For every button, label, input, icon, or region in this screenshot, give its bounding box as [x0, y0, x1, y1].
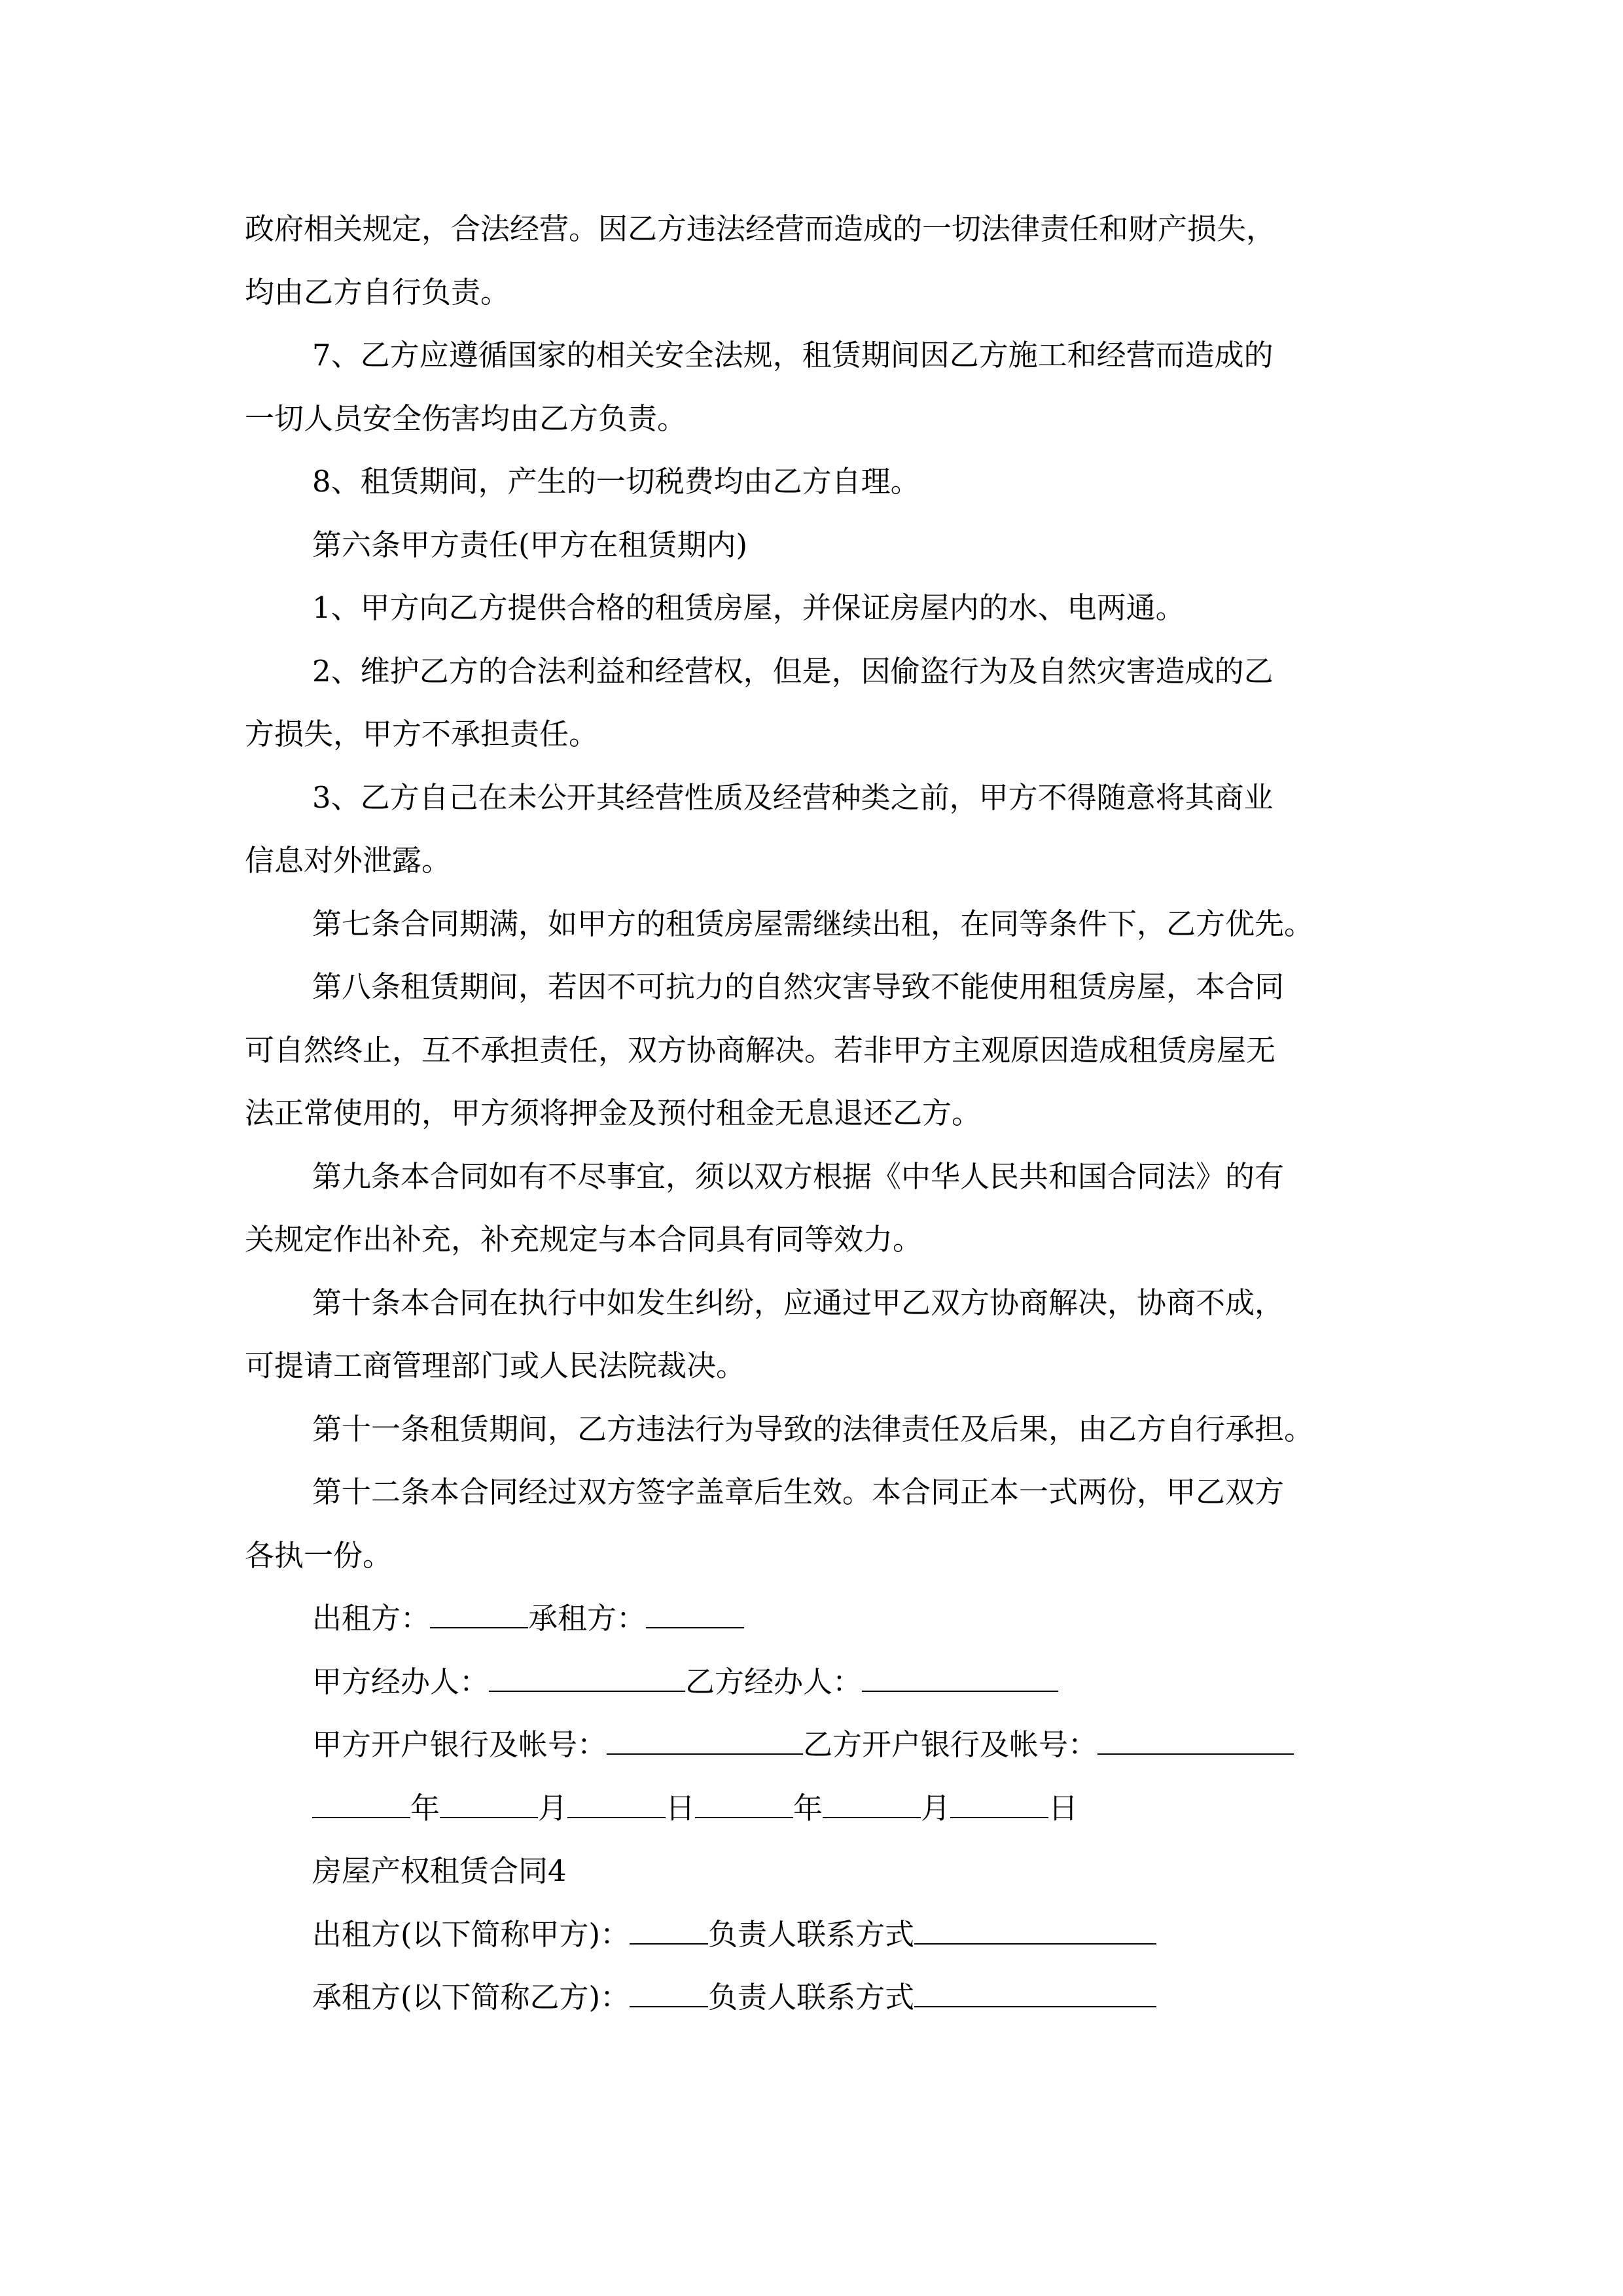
month-label-2: 月 — [921, 1791, 951, 1825]
party-b-label: 承租方(以下简称乙方)： — [312, 1980, 630, 2015]
month-label: 月 — [538, 1791, 568, 1825]
year-label-2: 年 — [793, 1791, 823, 1825]
paragraph-line: 法正常使用的，甲方须将押金及预付租金无息退还乙方。 — [245, 1096, 982, 1130]
signature-row-dates — [312, 1789, 1078, 1828]
signature-row-banks — [312, 1725, 1294, 1765]
party-a-agent-label: 甲方经办人： — [312, 1664, 490, 1699]
paragraph-line: 第七条合同期满，如甲方的租赁房屋需继续出租，在同等条件下，乙方优先。 — [312, 906, 1314, 941]
lessee-label: 承租方： — [528, 1601, 647, 1636]
paragraph-line: 第十条本合同在执行中如发生纠纷，应通过甲乙双方协商解决，协商不成， — [312, 1285, 1285, 1320]
paragraph-line: 可提请工商管理部门或人民法院裁决。 — [245, 1348, 746, 1383]
party-b-contact-label: 负责人联系方式 — [708, 1980, 915, 2015]
lessor-label: 出租方： — [312, 1601, 431, 1636]
party-a-bank-label: 甲方开户银行及帐号： — [312, 1727, 607, 1762]
day-label-2: 日 — [1048, 1791, 1079, 1825]
paragraph-line: 方损失，甲方不承担责任。 — [245, 717, 599, 751]
article-heading: 第六条甲方责任(甲方在租赁期内) — [312, 528, 748, 562]
date-month-blank-2 — [823, 1791, 921, 1818]
party-b-bank-label: 乙方开户银行及帐号： — [803, 1727, 1098, 1762]
paragraph-line: 关规定作出补充，补充规定与本合同具有同等效力。 — [245, 1222, 923, 1257]
date-month-blank — [440, 1791, 538, 1818]
paragraph-line: 3、乙方自己在未公开其经营性质及经营种类之前，甲方不得随意将其商业 — [312, 780, 1274, 815]
day-label: 日 — [666, 1791, 696, 1825]
paragraph-line: 第十二条本合同经过双方签字盖章后生效。本合同正本一式两份，甲乙双方 — [312, 1475, 1285, 1509]
signature-row-agents — [312, 1662, 1058, 1702]
paragraph-line: 可自然终止，互不承担责任，双方协商解决。若非甲方主观原因造成租赁房屋无 — [245, 1033, 1276, 1067]
paragraph-line: 各执一份。 — [245, 1538, 393, 1573]
paragraph-line: 第十一条租赁期间，乙方违法行为导致的法律责任及后果，由乙方自行承担。 — [312, 1412, 1314, 1446]
paragraph-line: 1、甲方向乙方提供合格的租赁房屋，并保证房屋内的水、电两通。 — [312, 590, 1185, 625]
party-a-agent-blank — [489, 1664, 685, 1692]
party-a-contact-blank — [914, 1917, 1156, 1945]
party-b-bank-blank — [1097, 1727, 1294, 1755]
paragraph-line: 2、维护乙方的合法利益和经营权，但是，因偷盗行为及自然灾害造成的乙 — [312, 654, 1274, 689]
party-a-contact-label: 负责人联系方式 — [708, 1917, 915, 1952]
contract-title: 房屋产权租赁合同4 — [312, 1854, 567, 1888]
date-year-blank — [312, 1791, 410, 1818]
date-day-blank-2 — [950, 1791, 1048, 1818]
date-day-blank — [567, 1791, 666, 1818]
paragraph-line: 均由乙方自行负责。 — [245, 275, 510, 310]
party-b-blank — [630, 1980, 708, 2007]
lessee-blank — [646, 1601, 744, 1628]
party-b-row — [312, 1978, 1156, 2017]
paragraph-line: 一切人员安全伤害均由乙方负责。 — [245, 401, 687, 436]
signature-row-parties — [312, 1599, 744, 1638]
paragraph-line: 政府相关规定，合法经营。因乙方违法经营而造成的一切法律责任和财产损失， — [245, 211, 1276, 246]
paragraph-line: 7、乙方应遵循国家的相关安全法规，租赁期间因乙方施工和经营而造成的 — [312, 338, 1274, 372]
paragraph-line: 信息对外泄露。 — [245, 843, 452, 878]
party-a-blank — [630, 1917, 708, 1945]
party-a-row — [312, 1915, 1156, 1954]
year-label: 年 — [410, 1791, 440, 1825]
party-a-bank-blank — [607, 1727, 803, 1755]
lessor-blank — [430, 1601, 528, 1628]
party-b-agent-label: 乙方经办人： — [685, 1664, 863, 1699]
party-a-label: 出租方(以下简称甲方)： — [312, 1917, 630, 1952]
date-year-blank-2 — [695, 1791, 793, 1818]
paragraph-line: 8、租赁期间，产生的一切税费均由乙方自理。 — [312, 464, 920, 499]
party-b-agent-blank — [862, 1664, 1058, 1692]
paragraph-line: 第八条租赁期间，若因不可抗力的自然灾害导致不能使用租赁房屋，本合同 — [312, 969, 1285, 1004]
paragraph-line: 第九条本合同如有不尽事宜，须以双方根据《中华人民共和国合同法》的有 — [312, 1159, 1285, 1194]
party-b-contact-blank — [914, 1980, 1156, 2007]
